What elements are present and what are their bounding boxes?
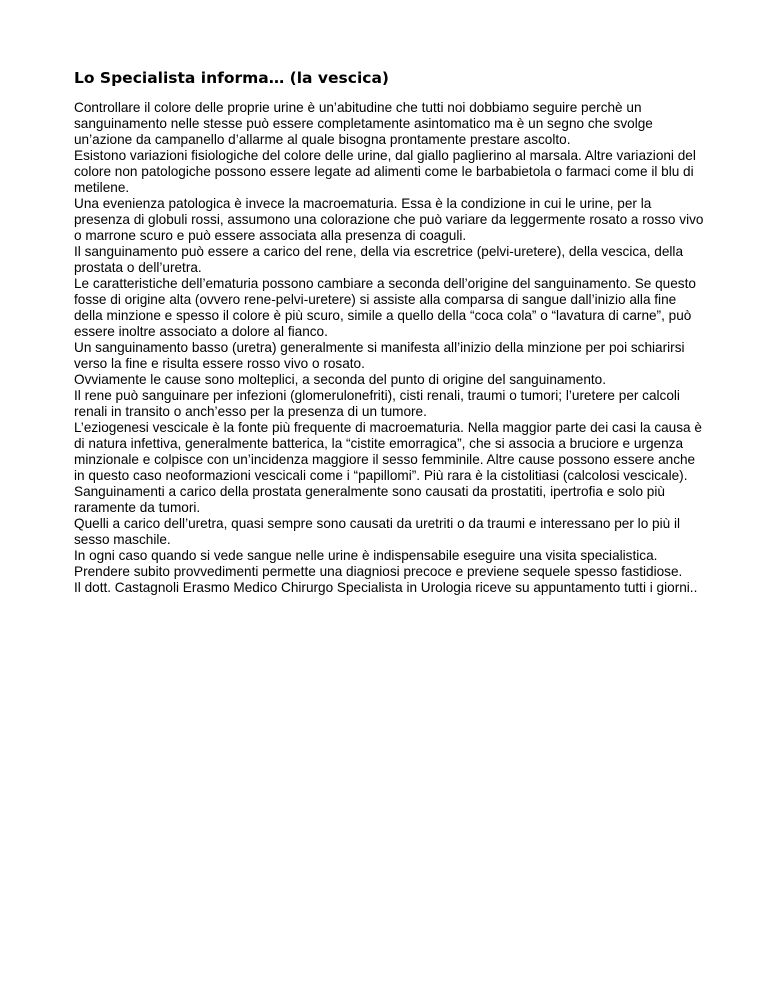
paragraph-contatto-medico: Il dott. Castagnoli Erasmo Medico Chirurgo Specialista in Urologia riceve su appuntamento tutti i giorni.. [74,580,698,595]
paragraph-sede-sanguinamento: Il sanguinamento può essere a carico del rene, della via escretrice (pelvi-uretere), della vescica, della prostata o dell’uretra. [74,244,684,275]
document-page [74,68,704,596]
paragraph-uretra: Quelli a carico dell’uretra, quasi sempre sono causati da uretriti o da traumi e interessano per lo più il sesso maschile. [74,516,680,547]
document-title: Lo Specialista informa… (la vescica) [74,69,389,87]
paragraph-visita-specialistica: In ogni caso quando si vede sangue nelle urine è indispensabile eseguire una visita specialistica. Prendere subito provvedimenti permette una diagniosi precoce e previene sequele spesso fastidiose. [74,548,683,579]
document-body [74,100,704,596]
paragraph-rene-uretere: Il rene può sanguinare per infezioni (glomerulonefriti), cisti renali, traumi o tumori; l’uretere per calcoli renali in transito o anch’esso per la presenza di un tumore. [74,388,680,419]
paragraph-colore-urine: Controllare il colore delle proprie urine è un’abitudine che tutti noi dobbiamo seguire perchè un sanguinamento nelle stesse può essere completamente asintomatico ma è un segno che svolge un’azione da campanello d’allarme al quale bisogna prontamente prestare ascolto. [74,100,653,147]
paragraph-prostata: Sanguinamenti a carico della prostata generalmente sono causati da prostatiti, ipertrofia e solo più raramente da tumori. [74,484,665,515]
paragraph-eziogenesi-vescicale: L’eziogenesi vescicale è la fonte più frequente di macroematuria. Nella maggior parte dei casi la causa è di natura infettiva, generalmente batterica, la “cistite emorragica”, che si associa a bruciore e urgenza minzionale e colpisce con un’incidenza maggiore il sesso femminile. Altre cause possono essere anche in questo caso neoformazioni vescicali come i “papillomi”. Più rara è la cistolitiasi (calcolosi vescicale). [74,420,702,483]
paragraph-sanguinamento-basso: Un sanguinamento basso (uretra) generalmente si manifesta all’inizio della minzione per poi schiarirsi verso la fine e risulta essere rosso vivo o rosato. [74,340,685,371]
paragraph-macroematuria: Una evenienza patologica è invece la macroematuria. Essa è la condizione in cui le urine, per la presenza di globuli rossi, assumono una colorazione che può variare da leggermente rosato a rosso vivo o marrone scuro e può essere associata alla presenza di coaguli. [74,196,704,243]
paragraph-cause-molteplici: Ovviamente le cause sono molteplici, a seconda del punto di origine del sanguinamento. [74,372,606,387]
paragraph-caratteristiche-ematuria: Le caratteristiche dell’ematuria possono cambiare a seconda dell’origine del sanguinamento. Se questo fosse di origine alta (ovvero rene-pelvi-uretere) si assiste alla comparsa di sangue dall’inizio alla fine della minzione e spesso il colore è più scuro, simile a quello della “coca cola” o “lavatura di carne”, può essere inoltre associato a dolore al fianco. [74,276,696,339]
paragraph-variazioni-fisiologiche: Esistono variazioni fisiologiche del colore delle urine, dal giallo paglierino al marsala. Altre variazioni del colore non patologiche possono essere legate ad alimenti come le barbabietola o farmaci come il blu di metilene. [74,148,696,195]
